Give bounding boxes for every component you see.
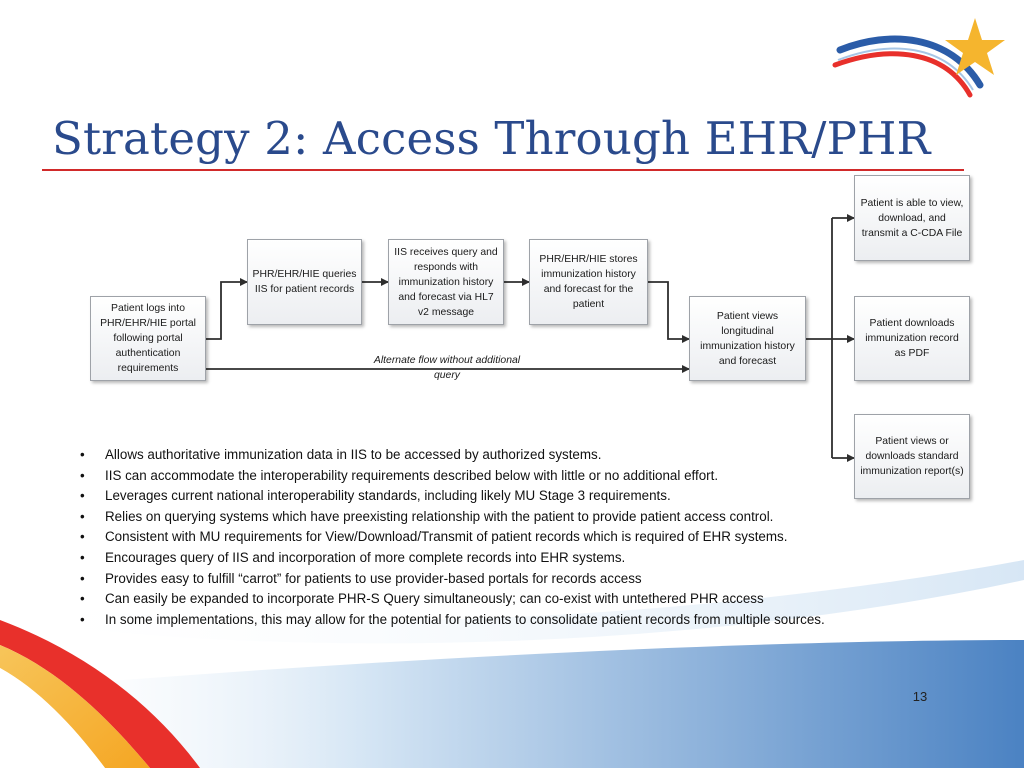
bullet-item: • Relies on querying systems which have preexisting relationship with the patient to provide patient access control. [80,507,930,528]
bullet-item: • Leverages current national interoperability standards, including likely MU Stage 3 requirements. [80,486,930,507]
node-view-download-transmit: Patient is able to view, download, and transmit a C-CDA File [854,175,970,261]
node-phr-stores-history: PHR/EHR/HIE stores immunization history and forecast for the patient [529,239,648,325]
node-patient-logs-in: Patient logs into PHR/EHR/HIE portal following portal authentication requirements [90,296,206,381]
node-iis-receives-query: IIS receives query and responds with immunization history and forecast via HL7 v2 message [388,239,504,325]
bullet-item: • Encourages query of IIS and incorporation of more complete records into EHR systems. [80,548,930,569]
page-number: 13 [912,689,928,704]
node-patient-views-history: Patient views longitudinal immunization history and forecast [689,296,806,381]
bullet-item: • Allows authoritative immunization data in IIS to be accessed by authorized systems. [80,445,930,466]
node-download-pdf: Patient downloads immunization record as PDF [854,296,970,381]
node-standard-report: Patient views or downloads standard immunization report(s) [854,414,970,499]
bullet-item: • Provides easy to fulfill “carrot” for patients to use provider-based portals for records access [80,569,930,590]
connector-store-to-view [648,282,689,339]
bullet-item: • In some implementations, this may allow for the potential for patients to consolidate patient records from multiple sources. [80,610,930,631]
bullet-list [80,445,930,630]
node-phr-queries-iis: PHR/EHR/HIE queries IIS for patient records [247,239,362,325]
bullet-item: • Consistent with MU requirements for View/Download/Transmit of patient records which is required of EHR systems. [80,527,930,548]
bullet-item: • Can easily be expanded to incorporate PHR-S Query simultaneously; can co-exist with untethered PHR access [80,589,930,610]
slide-title: Strategy 2: Access Through EHR/PHR [52,112,931,165]
connector-login-to-query [206,282,247,339]
alternate-flow-label: Alternate flow without additional query [373,355,521,381]
bullet-item: • IIS can accommodate the interoperability requirements described below with little or no additional effort. [80,466,930,487]
